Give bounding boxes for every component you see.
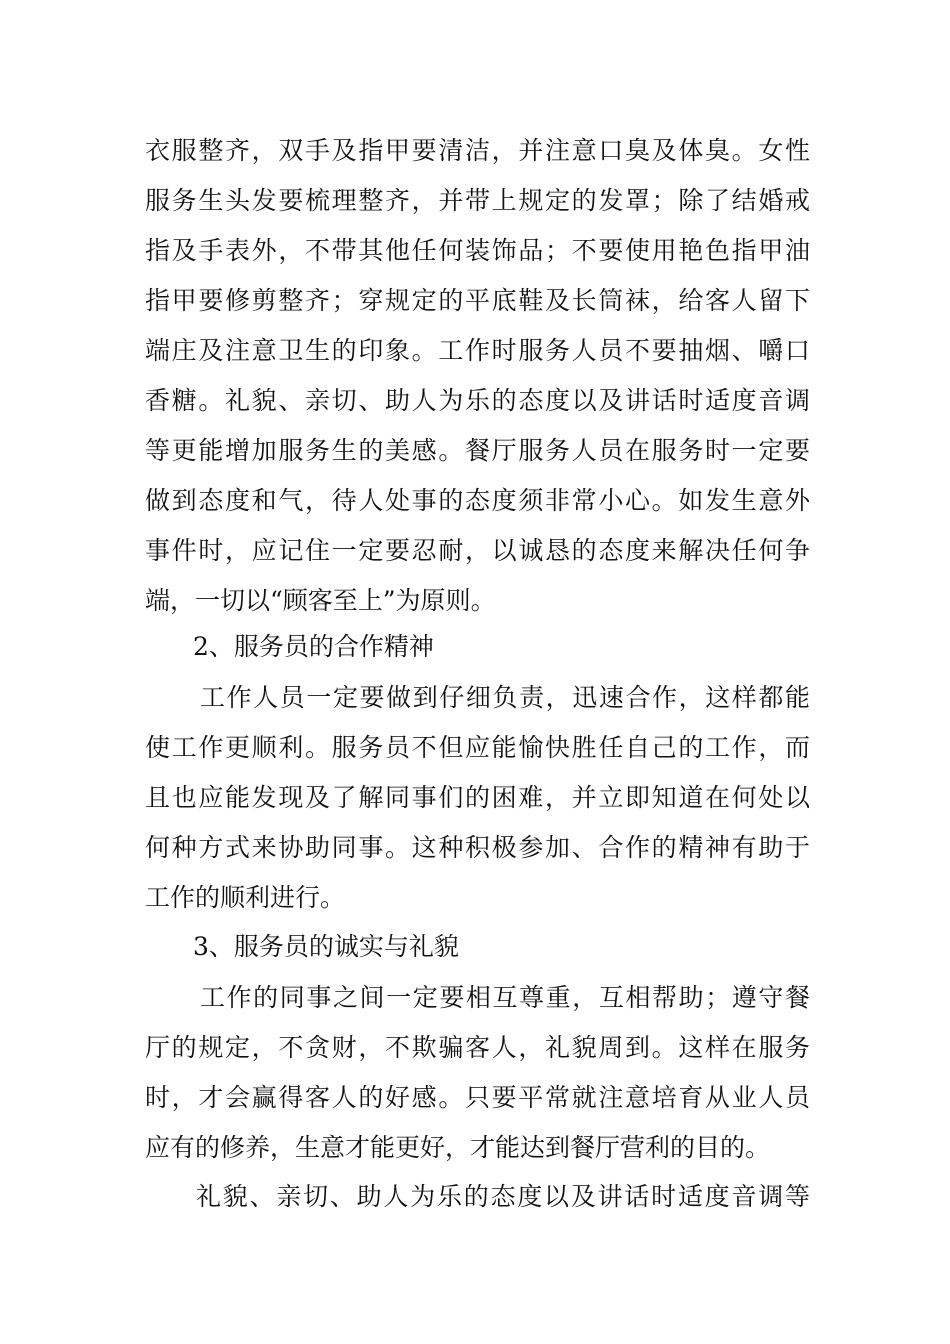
section-heading: 3、服务员的诚实与礼貌 [193,932,459,961]
paragraph-line: 做到态度和气，待人处事的态度须非常小心。如发生意外 [145,486,810,515]
paragraph-line: 指及手表外，不带其他任何装饰品；不要使用艳色指甲油 [145,236,810,265]
paragraph-line: 香糖。礼貌、亲切、助人为乐的态度以及讲话时适度音调 [145,386,810,415]
paragraph-line: 工作的顺利进行。 [145,883,346,912]
paragraph-line: 指甲要修剪整齐；穿规定的平底鞋及长筒袜，给客人留下 [145,286,810,315]
paragraph-line: 事件时，应记住一定要忍耐，以诚恳的态度来解决任何争 [145,536,810,565]
paragraph-line: 等更能增加服务生的美感。餐厅服务人员在服务时一定要 [145,436,810,465]
paragraph-line: 厅的规定，不贪财，不欺骗客人，礼貌周到。这样在服务 [145,1033,810,1062]
paragraph-line: 衣服整齐，双手及指甲要清洁，并注意口臭及体臭。女性 [145,136,810,165]
paragraph-line: 使工作更顺利。服务员不但应能愉快胜任自己的工作，而 [145,733,810,762]
paragraph-line: 工作人员一定要做到仔细负责，迅速合作，这样都能 [200,683,810,712]
paragraph-line: 服务生头发要梳理整齐，并带上规定的发罩；除了结婚戒 [145,186,810,215]
paragraph-line: 工作的同事之间一定要相互尊重，互相帮助；遵守餐 [200,983,810,1012]
paragraph-line: 时，才会赢得客人的好感。只要平常就注意培育从业人员 [145,1083,810,1112]
paragraph-line: 礼貌、亲切、助人为乐的态度以及讲话时适度音调等 [196,1182,810,1211]
paragraph-line: 应有的修养，生意才能更好，才能达到餐厅营利的目的。 [145,1133,771,1162]
section-heading: 2、服务员的合作精神 [193,632,434,661]
paragraph-line: 且也应能发现及了解同事们的困难，并立即知道在何处以 [145,783,810,812]
paragraph-line: 何种方式来协助同事。这种积极参加、合作的精神有助于 [145,833,810,862]
paragraph-line: 端，一切以“顾客至上”为原则。 [145,586,496,615]
paragraph-line: 端庄及注意卫生的印象。工作时服务人员不要抽烟、嚼口 [145,336,810,365]
